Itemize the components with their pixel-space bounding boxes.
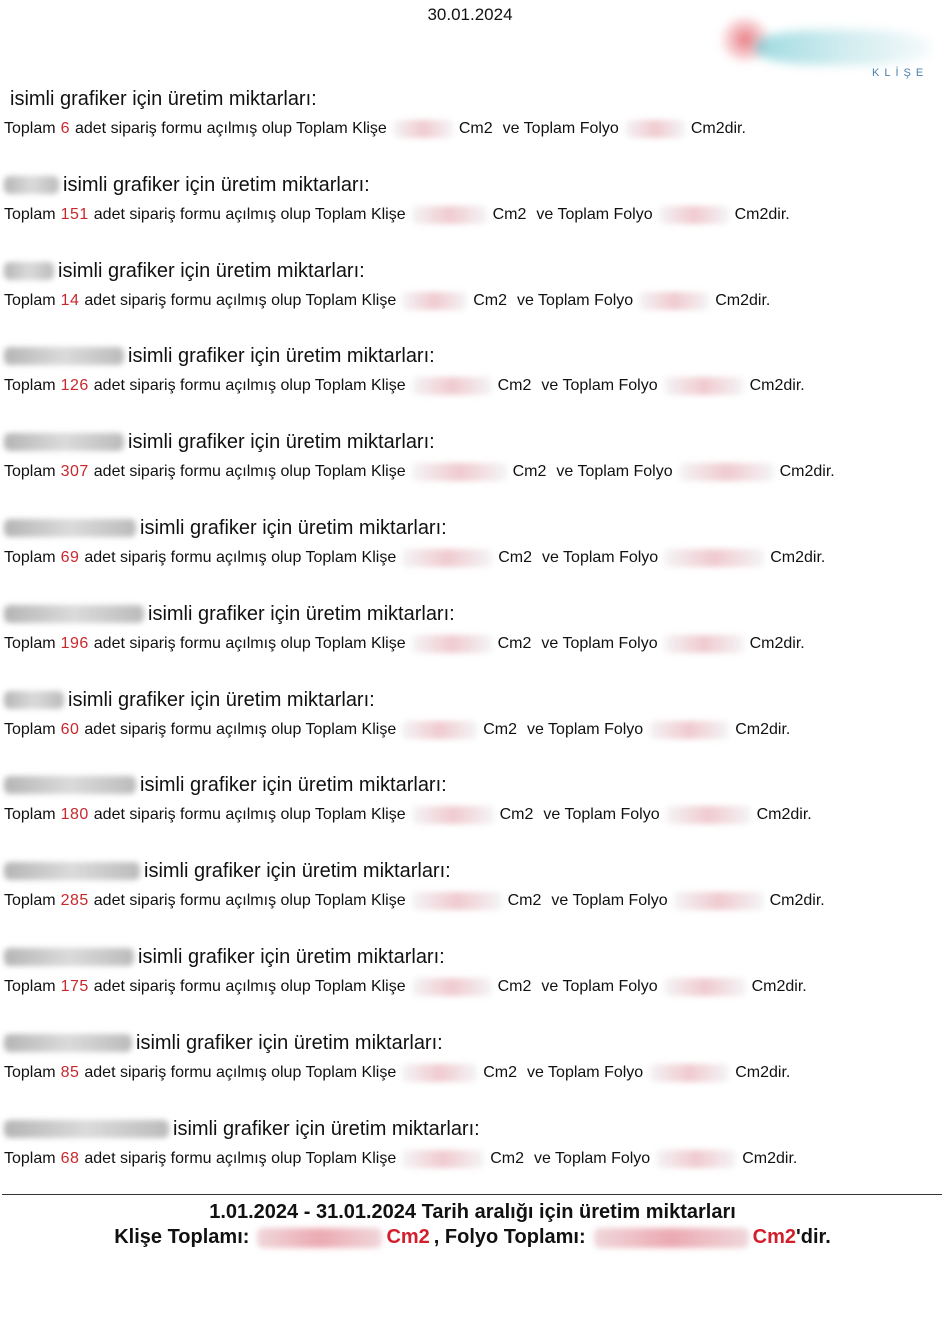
folyo-unit: Cm2dir. (770, 548, 826, 566)
folyo-unit: Cm2dir. (769, 892, 825, 910)
designer-name-redacted (4, 176, 59, 194)
folyo-label: ve Toplam Folyo (551, 892, 668, 910)
klise-unit: Cm2 (483, 720, 517, 738)
designer-heading (4, 1116, 480, 1142)
designer-record (0, 1116, 945, 1202)
order-count: 60 (60, 720, 80, 738)
toplam-label: Toplam (4, 377, 56, 395)
klise-label: adet sipariş formu açılmış olup Toplam Klişe (93, 377, 406, 395)
klise-label: adet sipariş formu açılmış olup Toplam Klişe (93, 634, 406, 652)
folyo-value-redacted (666, 806, 751, 824)
order-count: 6 (60, 120, 70, 137)
klise-label: adet sipariş formu açılmış olup Toplam Klişe (93, 463, 406, 481)
toplam-label: Toplam (4, 463, 56, 481)
designer-name-redacted (4, 347, 124, 365)
production-summary-line (4, 204, 790, 226)
folyo-value-redacted (664, 377, 744, 395)
klise-total-redacted (257, 1228, 382, 1248)
heading-text: isimli grafiker için üretim miktarları: (128, 431, 435, 454)
folyo-unit: Cm2dir. (690, 120, 746, 137)
folyo-label: ve Toplam Folyo (541, 977, 658, 995)
klise-label: adet sipariş formu açılmış olup Toplam Klişe (74, 120, 387, 137)
folyo-unit: Cm2dir. (749, 634, 805, 652)
folyo-unit: Cm2dir. (742, 1149, 798, 1167)
heading-text: isimli grafiker için üretim miktarları: (140, 516, 447, 539)
designer-heading (4, 515, 447, 541)
order-count: 126 (60, 377, 89, 395)
klise-label: adet sipariş formu açılmış olup Toplam Klişe (84, 548, 397, 566)
summary-title: 1.01.2024 - 31.01.2024 Tarih aralığı için üretim miktarları (209, 1201, 736, 1223)
folyo-unit: Cm2dir. (779, 463, 835, 481)
production-summary-line (4, 290, 770, 312)
folyo-label: ve Toplam Folyo (541, 634, 658, 652)
klise-label: adet sipariş formu açılmış olup Toplam Klişe (84, 1063, 397, 1081)
folyo-label: ve Toplam Folyo (527, 720, 644, 738)
klise-value-redacted (412, 635, 492, 653)
heading-text: isimli grafiker için üretim miktarları: (68, 688, 375, 711)
klise-value-redacted (402, 292, 467, 310)
designer-name-redacted (4, 776, 136, 794)
designer-name-redacted (4, 948, 134, 966)
report-date: 30.01.2024 (427, 5, 513, 24)
designer-name-redacted (4, 605, 144, 623)
folyo-label: ve Toplam Folyo (542, 548, 659, 566)
toplam-label: Toplam (4, 892, 56, 910)
klise-unit: Cm2 (497, 977, 532, 995)
folyo-value-redacted (639, 292, 709, 310)
folyo-label: ve Toplam Folyo (543, 806, 660, 824)
klise-unit: Cm2 (507, 892, 542, 910)
designer-heading (4, 343, 435, 369)
folyo-label: ve Toplam Folyo (534, 1149, 651, 1167)
klise-value-redacted (402, 721, 477, 739)
klise-unit: Cm2 (473, 291, 507, 309)
production-summary-line (4, 547, 825, 569)
toplam-label: Toplam (4, 291, 56, 309)
heading-text: isimli grafiker için üretim miktarları: (63, 173, 370, 196)
company-logo (700, 12, 940, 84)
heading-text: isimli grafiker için üretim miktarları: (58, 259, 365, 282)
klise-label: adet sipariş formu açılmış olup Toplam Klişe (84, 720, 397, 738)
production-summary-line (4, 375, 805, 397)
folyo-total-label: , Folyo Toplamı: (433, 1226, 586, 1248)
designer-name-redacted (4, 519, 136, 537)
order-count: 180 (60, 806, 89, 824)
toplam-label: Toplam (4, 120, 56, 137)
order-count: 68 (60, 1149, 80, 1167)
production-summary-line (4, 461, 835, 483)
klise-label: adet sipariş formu açılmış olup Toplam Klişe (93, 892, 406, 910)
folyo-unit: Cm2dir. (756, 806, 812, 824)
folyo-value-redacted (625, 120, 685, 138)
heading-text: isimli grafiker için üretim miktarları: (140, 774, 447, 797)
folyo-value-redacted (649, 1064, 729, 1082)
order-count: 307 (60, 463, 89, 481)
klise-unit: Cm2 (492, 205, 527, 223)
folyo-unit: Cm2dir. (749, 377, 805, 395)
klise-unit: Cm2 (497, 634, 532, 652)
designer-record (0, 944, 945, 1030)
production-summary-line (4, 804, 812, 826)
folyo-value-redacted (664, 635, 744, 653)
klise-label: adet sipariş formu açılmış olup Toplam Klişe (93, 205, 406, 223)
folyo-total-redacted (594, 1228, 749, 1248)
toplam-label: Toplam (4, 1149, 56, 1167)
klise-total-unit: Cm2 (386, 1226, 430, 1248)
designer-heading (4, 258, 365, 284)
klise-value-redacted (393, 120, 453, 138)
production-summary-line (4, 1148, 797, 1170)
summary-block (0, 1200, 945, 1250)
toplam-label: Toplam (4, 1063, 56, 1081)
toplam-label: Toplam (4, 634, 56, 652)
designer-heading (4, 172, 370, 198)
designer-heading (4, 944, 445, 970)
folyo-label: ve Toplam Folyo (517, 291, 634, 309)
klise-value-redacted (412, 463, 507, 481)
order-count: 151 (60, 205, 89, 223)
klise-value-redacted (412, 892, 502, 910)
summary-totals (0, 1225, 945, 1250)
klise-value-redacted (402, 1150, 484, 1168)
folyo-label: ve Toplam Folyo (502, 120, 619, 137)
summary-divider (2, 1194, 942, 1195)
heading-text: isimli grafiker için üretim miktarları: (173, 1117, 480, 1140)
toplam-label: Toplam (4, 205, 56, 223)
folyo-value-redacted (656, 1150, 736, 1168)
designer-name-redacted (4, 1120, 169, 1138)
folyo-unit: Cm2dir. (751, 977, 807, 995)
order-count: 14 (60, 291, 80, 309)
folyo-label: ve Toplam Folyo (527, 1063, 644, 1081)
designer-heading (4, 1030, 443, 1056)
folyo-unit: Cm2dir. (735, 1063, 791, 1081)
klise-unit: Cm2 (490, 1149, 524, 1167)
designer-record (0, 687, 945, 773)
klise-label: adet sipariş formu açılmış olup Toplam Klişe (84, 1149, 397, 1167)
production-summary-line (4, 633, 805, 655)
folyo-unit: Cm2dir. (734, 205, 790, 223)
designer-record (0, 429, 945, 515)
folyo-value-redacted (649, 721, 729, 739)
production-summary-line (4, 1062, 790, 1084)
order-count: 85 (60, 1063, 80, 1081)
designer-heading (4, 429, 435, 455)
toplam-label: Toplam (4, 977, 56, 995)
designer-record (0, 515, 945, 601)
klise-unit: Cm2 (512, 463, 547, 481)
folyo-value-redacted (659, 206, 729, 224)
toplam-label: Toplam (4, 548, 56, 566)
designer-record (0, 1030, 945, 1116)
heading-text: isimli grafiker için üretim miktarları: (144, 860, 451, 883)
designer-record (0, 172, 945, 258)
designer-record (0, 343, 945, 429)
heading-text: isimli grafiker için üretim miktarları: (10, 88, 317, 110)
designer-name-redacted (4, 1034, 132, 1052)
designer-name-redacted (4, 691, 64, 709)
designer-heading (4, 858, 451, 884)
heading-text: isimli grafiker için üretim miktarları: (138, 945, 445, 968)
klise-value-redacted (412, 978, 492, 996)
klise-unit: Cm2 (483, 1063, 517, 1081)
order-count: 69 (60, 548, 80, 566)
klise-label: adet sipariş formu açılmış olup Toplam Klişe (84, 291, 397, 309)
logo-mark-teal (755, 30, 930, 65)
klise-value-redacted (402, 1064, 477, 1082)
production-summary-line (4, 976, 807, 998)
heading-text: isimli grafiker için üretim miktarları: (136, 1031, 443, 1054)
klise-label: adet sipariş formu açılmış olup Toplam Klişe (93, 977, 406, 995)
klise-unit: Cm2 (498, 548, 532, 566)
designer-heading (4, 772, 447, 798)
production-summary-line (4, 890, 825, 912)
toplam-label: Toplam (4, 720, 56, 738)
klise-value-redacted (412, 377, 492, 395)
folyo-value-redacted (674, 892, 764, 910)
folyo-label: ve Toplam Folyo (536, 205, 653, 223)
klise-value-redacted (412, 806, 494, 824)
order-count: 285 (60, 892, 89, 910)
folyo-value-redacted (664, 978, 746, 996)
klise-value-redacted (412, 206, 487, 224)
klise-value-redacted (402, 549, 492, 567)
heading-text: isimli grafiker için üretim miktarları: (148, 602, 455, 625)
designer-name-redacted (4, 862, 140, 880)
designer-heading (10, 86, 317, 112)
folyo-label: ve Toplam Folyo (556, 463, 673, 481)
toplam-label: Toplam (4, 806, 56, 824)
folyo-value-redacted (679, 463, 774, 481)
production-summary-line (4, 719, 790, 741)
klise-unit: Cm2 (458, 120, 493, 137)
designer-record (0, 86, 945, 172)
summary-suffix: 'dir. (796, 1226, 831, 1248)
folyo-unit: Cm2dir. (715, 291, 771, 309)
designer-record (0, 258, 945, 344)
folyo-unit: Cm2dir. (735, 720, 791, 738)
folyo-label: ve Toplam Folyo (541, 377, 658, 395)
klise-unit: Cm2 (497, 377, 532, 395)
order-count: 175 (60, 977, 89, 995)
designer-heading (4, 601, 455, 627)
heading-text: isimli grafiker için üretim miktarları: (128, 345, 435, 368)
designer-name-redacted (4, 433, 124, 451)
designer-name-redacted (4, 262, 54, 280)
designer-record (0, 858, 945, 944)
designer-production-list (0, 86, 945, 1201)
folyo-total-unit: Cm2 (752, 1226, 797, 1248)
klise-total-label: Klişe Toplamı: (114, 1226, 250, 1248)
order-count: 196 (60, 634, 89, 652)
logo-text: KLİŞE (872, 67, 929, 79)
klise-unit: Cm2 (499, 806, 534, 824)
folyo-value-redacted (664, 549, 764, 567)
klise-label: adet sipariş formu açılmış olup Toplam Klişe (93, 806, 406, 824)
designer-record (0, 601, 945, 687)
designer-heading (4, 687, 375, 713)
production-summary-line (4, 118, 746, 140)
designer-record (0, 772, 945, 858)
